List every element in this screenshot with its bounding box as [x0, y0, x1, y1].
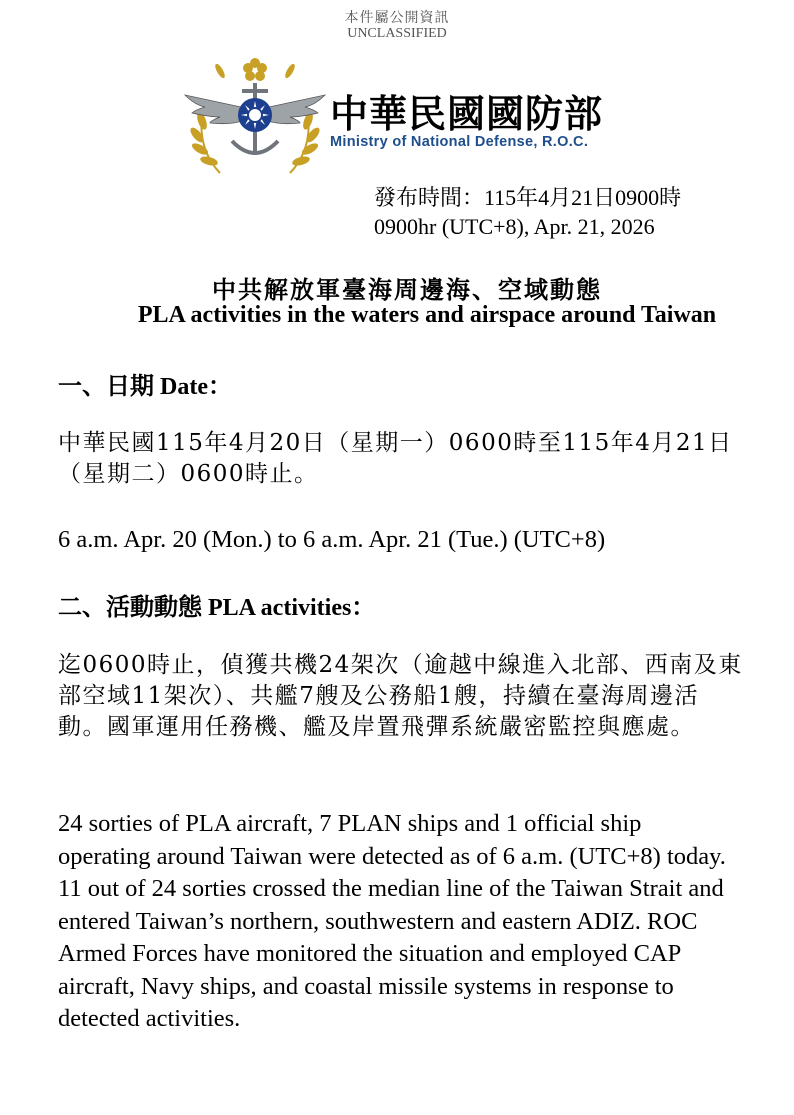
plum-blossom [243, 58, 267, 81]
sun-center [248, 108, 262, 122]
section-date-text-en: 6 a.m. Apr. 20 (Mon.) to 6 a.m. Apr. 21 (Tue.) (UTC+8) [58, 526, 606, 553]
ministry-emblem-icon [180, 55, 330, 177]
section-activities-heading: 二、活動動態 PLA activities： [58, 595, 376, 621]
ministry-name-zh: 中華民國國防部 [330, 92, 604, 136]
section-date-text-zh: 中華民國115年4月20日（星期一）0600時至115年4月21日（星期二）0600時止。 [58, 430, 733, 487]
ministry-name-en: Ministry of National Defense, R.O.C. [330, 134, 589, 150]
publish-time-zh: 發布時間：115年4月21日0900時 [374, 185, 682, 210]
section-activities-text-zh: 迄0600時止，偵獲共機24架次（逾越中線進入北部、西南及東部空域11架次）、共艦7艘及公務船1艘，持續在臺海周邊活動。國軍運用任務機、艦及岸置飛彈系統嚴密監控與應處。 [58, 652, 743, 740]
document-title-zh: 中共解放軍臺海周邊海、空域動態 [212, 275, 602, 304]
section-date-heading: 一、日期 Date： [58, 374, 232, 400]
publish-time-en: 0900hr (UTC+8), Apr. 21, 2026 [374, 214, 655, 239]
section-activities-text-en: 24 sorties of PLA aircraft, 7 PLAN ships and 1 official ship operating around Taiwan were detected as of 6 a.m. (UTC+8) today. 11 out of 24 sorties crossed the median line of the Taiwan Strait and entered Taiwan’s northern, southwestern and eastern ADIZ. ROC Armed Forces have monitored the situation and employed CAP aircraft, Navy ships, and coastal missile systems in response to detected activities. [58, 810, 726, 1032]
classification-label-zh: 本件屬公開資訊 [344, 11, 450, 26]
classification-label-en: UNCLASSIFIED [347, 26, 447, 41]
document-title-en: PLA activities in the waters and airspace around Taiwan [137, 302, 717, 328]
